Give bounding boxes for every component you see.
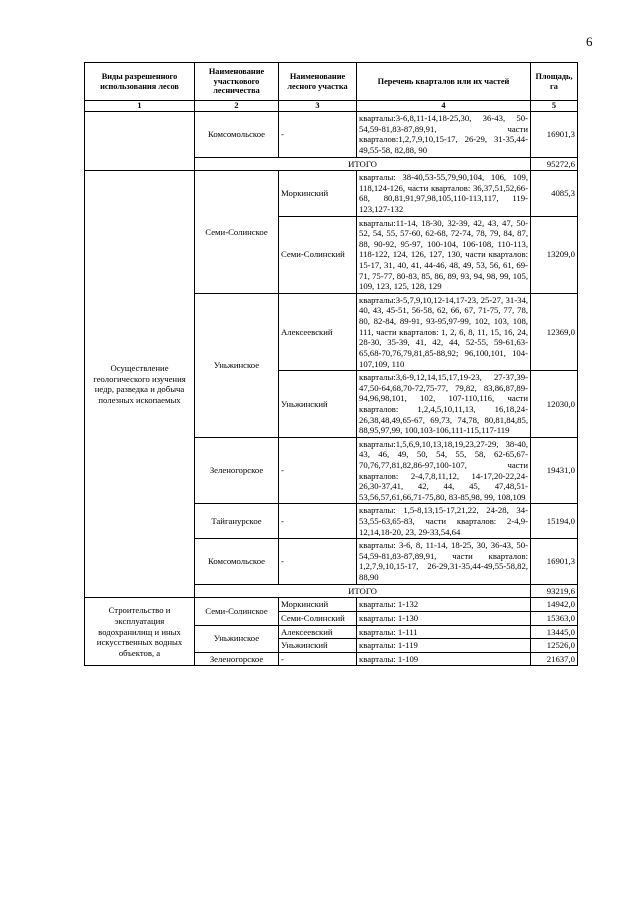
area-cell: 4085,3 — [531, 171, 578, 216]
quarters-cell: кварталы: 1-111 — [357, 625, 531, 639]
quarters-cell: кварталы:3,6-9,12,14,15,17,19-23, 27-37,39-47,50-64,68,70-72,75-77, 79,82, 83,86,87,89-94,96,98,101, 102, 107-110,116, части кварталов: 1,2,4,5,10,11,13, 16,18,24-26,38,48,49,65-67, 69,73, 74,78, 80,81,84,85, 88,95,97,99, 100,103-106,111-115,117-119 — [357, 371, 531, 438]
header-use-type: Виды разрешенного использования лесов — [85, 63, 195, 101]
quarters-cell: кварталы: 3-6, 8, 11-14, 18-25, 30, 36-43, 50-54,59-81,83-87,89,91, части кварталов: 1,2,7,9,10,15-17, 26-29,31-35,44-49,55-58,82, 88,90 — [357, 539, 531, 584]
area-cell: 21637,0 — [531, 652, 578, 666]
quarters-cell: кварталы: 1-132 — [357, 598, 531, 612]
quarters-cell: кварталы:3-5,7,9,10,12-14,17-23, 25-27, 31-34, 40, 43, 45-51, 56-58, 62, 66, 67, 71-75, 77, 78, 80, 82-84, 89-91, 93-95,97-99, 102, 103, 108, 111, части кварталов: 1, 2, 6, 8, 11, 15, 16, 24, 28-30, 35-39, 41, 42, 44, 52-55, 59-61,63-65,68-70,76,79,81,85-88,92; 96,100,101, 104-107,109, 110 — [357, 293, 531, 370]
column-number: 3 — [279, 101, 357, 112]
quarters-cell: кварталы: 1-130 — [357, 611, 531, 625]
forest-site-cell: Уньжинский — [279, 639, 357, 653]
use-type-cell: Строительство и эксплуатация водохранилищ и иных искусственных водных объектов, а — [85, 598, 195, 666]
forestry-district-cell: Семи-Солинское — [195, 171, 279, 294]
forestry-district-cell: Комсомольское — [195, 112, 279, 157]
quarters-cell: кварталы: 1,5-8,13,15-17,21,22, 24-28, 34-53,55-63,65-83, части кварталов: 2-4,9-12,14,18-20, 23, 29-33,54,64 — [357, 504, 531, 539]
forest-site-cell: - — [279, 112, 357, 157]
area-cell: 15194,0 — [531, 504, 578, 539]
quarters-cell: кварталы:11-14, 18-30, 32-39, 42, 43, 47, 50-52, 54, 55, 57-60, 62-68, 72-74, 78, 79, 84, 87, 88, 90-92, 95-97, 100-104, 106-108, 110-113, 118-122, 124, 126, 127, 130, части кварталов: 15-17, 31, 40, 41, 44-46, 48, 49, 53, 56, 61, 69-71, 75-77, 80-83, 85, 86, 89, 93, 94, 98, 99, 105, 109, 123, 125, 128, 129 — [357, 216, 531, 293]
forest-site-cell: Семи-Солинский — [279, 611, 357, 625]
quarters-cell: кварталы: 1-109 — [357, 652, 531, 666]
forest-site-cell: - — [279, 504, 357, 539]
forestry-district-cell: Семи-Солинское — [195, 598, 279, 625]
forestry-district-cell: Уньжинское — [195, 293, 279, 437]
forest-use-table — [84, 62, 578, 666]
quarters-cell: кварталы:3-6,8,11-14,18-25,30, 36-43, 50-54,59-81,83-87,89,91, части кварталов:1,2,7,9,10,15-17, 26-29, 31-35,44-49,55-58, 82,88, 90 — [357, 112, 531, 157]
column-number: 1 — [85, 101, 195, 112]
total-area: 95272,6 — [531, 157, 578, 171]
forestry-district-cell: Зеленогорское — [195, 652, 279, 666]
table-row — [85, 112, 578, 157]
column-number: 4 — [357, 101, 531, 112]
forest-site-cell: Моркинский — [279, 171, 357, 216]
quarters-cell: кварталы:1,5,6,9,10,13,18,19,23,27-29, 38-40, 43, 46, 49, 50, 54, 55, 58, 62-65,67-70,76,77,81,82,86-97,100-107, части кварталов: 2-4,7,8,11,12, 14-17,20-22,24-26,30-37,41, 42, 44, 45, 47,48,51-53,56,57,61,66,71-75,80, 83-85,98, 99, 108,109 — [357, 437, 531, 504]
forest-site-cell: Уньжинский — [279, 371, 357, 438]
page-number: 6 — [586, 34, 593, 49]
area-cell: 16901,3 — [531, 112, 578, 157]
header-forest-site: Наименование лесного участка — [279, 63, 357, 101]
quarters-cell: кварталы: 1-119 — [357, 639, 531, 653]
use-type-cell: Осуществление геологического изучения недр, разведка и добыча полезных ископаемых — [85, 171, 195, 598]
forest-site-cell: Алексеевский — [279, 293, 357, 370]
total-area: 93219,6 — [531, 584, 578, 598]
header-quarters: Перечень кварталов или их частей — [357, 63, 531, 101]
column-number: 5 — [531, 101, 578, 112]
area-cell: 14942,0 — [531, 598, 578, 612]
total-label: ИТОГО — [195, 584, 531, 598]
total-label: ИТОГО — [195, 157, 531, 171]
header-forestry-district: Наименование участкового лесничества — [195, 63, 279, 101]
area-cell: 13209,0 — [531, 216, 578, 293]
table-header-row — [85, 63, 578, 101]
area-cell: 12030,0 — [531, 371, 578, 438]
header-area: Площадь, га — [531, 63, 578, 101]
table-row — [85, 171, 578, 216]
area-cell: 12369,0 — [531, 293, 578, 370]
quarters-cell: кварталы: 38-40,53-55,79,90,104, 106, 109, 118,124-126, части кварталов: 36,37,51,52,66-68, 80,81,91,97,98,105,110-113,117, 119-123,127-132 — [357, 171, 531, 216]
forest-site-cell: Семи-Солинский — [279, 216, 357, 293]
area-cell: 12526,0 — [531, 639, 578, 653]
forest-site-cell: - — [279, 652, 357, 666]
use-type-cell — [85, 112, 195, 171]
forest-site-cell: Моркинский — [279, 598, 357, 612]
forestry-district-cell: Комсомольское — [195, 539, 279, 584]
forestry-district-cell: Зеленогорское — [195, 437, 279, 504]
forest-site-cell: - — [279, 437, 357, 504]
forest-site-cell: Алексеевский — [279, 625, 357, 639]
forestry-district-cell: Уньжинское — [195, 625, 279, 652]
area-cell: 16901,3 — [531, 539, 578, 584]
forestry-district-cell: Тайганурское — [195, 504, 279, 539]
column-number-row — [85, 101, 578, 112]
area-cell: 13445,0 — [531, 625, 578, 639]
forest-site-cell: - — [279, 539, 357, 584]
area-cell: 15363,0 — [531, 611, 578, 625]
column-number: 2 — [195, 101, 279, 112]
table-row — [85, 598, 578, 612]
area-cell: 19431,0 — [531, 437, 578, 504]
